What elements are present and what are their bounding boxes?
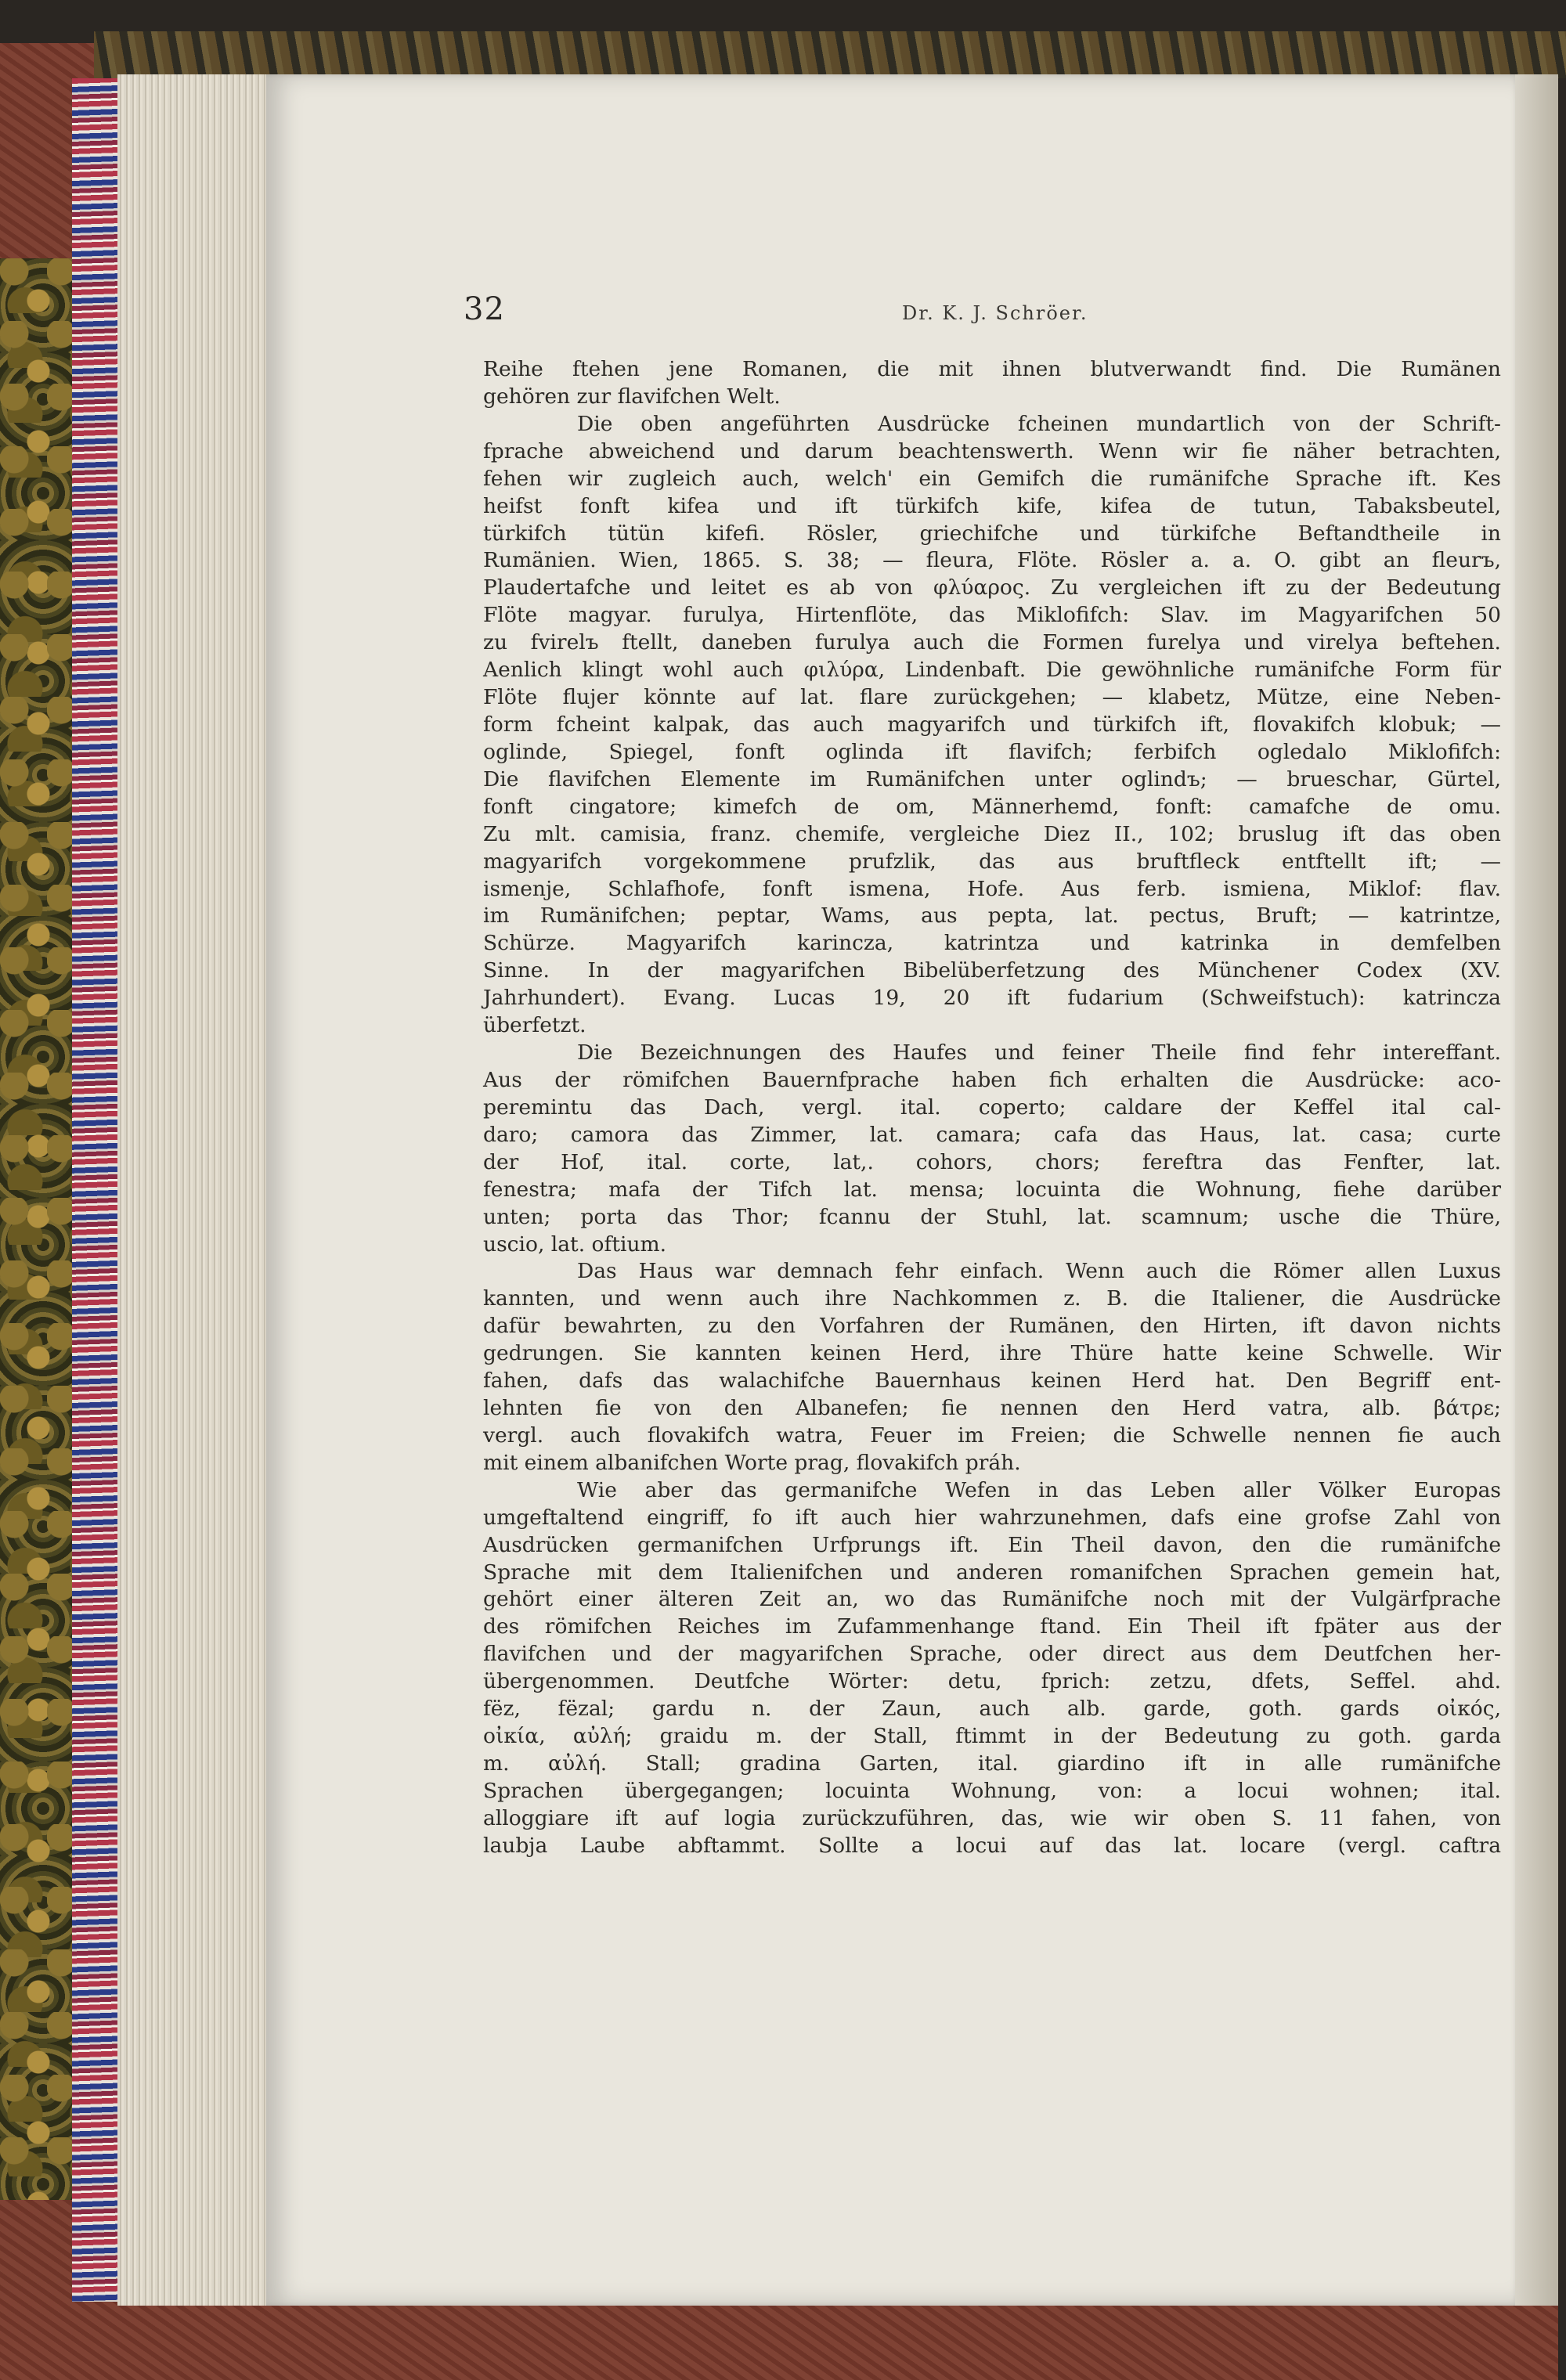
page-leaf-edges xyxy=(117,74,274,2306)
text-line: dafür bewahrten, zu den Vorfahren der Rumänen, den Hirten, ift davon nichts xyxy=(483,1314,1501,1339)
text-line: laubja Laube abftammt. Sollte a locui auf das lat. locare (vergl. caftra xyxy=(483,1833,1501,1858)
text-line: lehnten fie von den Albanefen; fie nennen den Herd vatra, alb. βάτρε; xyxy=(483,1396,1501,1421)
text-line: der Hof, ital. corte, lat,. cohors, chors; fereftra das Fenfter, lat. xyxy=(483,1149,1501,1174)
text-line: gehören zur flavifchen Welt. xyxy=(483,384,781,409)
text-line: gehört einer älteren Zeit an, wo das Rumänifche noch mit der Vulgärfprache xyxy=(483,1587,1501,1612)
text-line: Ausdrücken germanifchen Urfprungs ift. Ein Theil davon, den die rumänifche xyxy=(483,1532,1501,1557)
text-line: magyarifch vorgekommene prufzlik, das aus bruftfleck entftellt ift; — xyxy=(483,849,1501,874)
text-line: Die flavifchen Elemente im Rumänifchen unter oglindъ; — brueschar, Gürtel, xyxy=(483,766,1501,792)
text-line: heifst fonft kifea und ift türkifch kife, kifea de tutun, Tabaksbeutel, xyxy=(483,493,1501,518)
text-line: des römifchen Reiches im Zufammenhange ftand. Ein Theil ift fpäter aus der xyxy=(483,1614,1501,1639)
text-line: fonft cingatore; kimefch de om, Männerhemd, fonft: camafche de omu. xyxy=(483,794,1501,819)
text-line: Die Bezeichnungen des Haufes und feiner Theile find fehr intereffant. xyxy=(577,1040,1501,1066)
text-line: Die oben angeführten Ausdrücke fcheinen mundartlich von der Schrift- xyxy=(577,411,1501,436)
text-line: ismenje, Schlafhofe, fonft ismena, Hofe. Aus ferb. ismiena, Miklof: flav. xyxy=(483,876,1501,901)
text-line: Reihe ftehen jene Romanen, die mit ihnen blutverwandt find. Die Rumänen xyxy=(483,357,1501,381)
text-line: mit einem albanifchen Worte prag, flovakifch práh. xyxy=(483,1450,1021,1475)
running-head xyxy=(464,291,1544,330)
text-line: übergenommen. Deutfche Wörter: detu, fprich: zetzu, dfets, Seffel. ahd. xyxy=(483,1669,1501,1694)
text-line: gedrungen. Sie kannten keinen Herd, ihre Thüre hatte keine Schwelle. Wir xyxy=(483,1341,1501,1366)
book-headband xyxy=(94,31,1566,78)
text-line: fehen wir zugleich auch, welch' ein Gemifch die rumänifche Sprache ift. Kes xyxy=(483,466,1501,491)
text-line: οἰκία, αὐλή; graidu m. der Stall, ftimmt in der Bedeutung zu goth. garda xyxy=(483,1724,1501,1749)
text-line: Das Haus war demnach fehr einfach. Wenn auch die Römer allen Luxus xyxy=(577,1259,1501,1284)
text-line: überfetzt. xyxy=(483,1013,586,1038)
text-line: unten; porta das Thor; fcannu der Stuhl, lat. scamnum; usche die Thüre, xyxy=(483,1204,1501,1229)
running-head-author: Dr. K. J. Schröer. xyxy=(902,302,1088,324)
text-line: flavifchen und der magyarifchen Sprache, oder direct aus dem Deutfchen her- xyxy=(483,1642,1501,1667)
text-line: im Rumänifchen; peptar, Wams, aus pepta, lat. pectus, Bruft; — katrintze, xyxy=(483,903,1501,929)
text-line: daro; camora das Zimmer, lat. camara; cafa das Haus, lat. casa; curte xyxy=(483,1122,1501,1147)
text-line: fenestra; mafa der Tifch lat. mensa; locuinta die Wohnung, fiehe darüber xyxy=(483,1177,1501,1202)
text-line: fëz, fëzal; gardu n. der Zaun, auch alb. garde, goth. gards οἰκός, xyxy=(483,1697,1501,1722)
text-line: Wie aber das germanifche Wefen in das Leben aller Völker Europas xyxy=(577,1477,1501,1502)
text-line: vergl. auch flovakifch watra, Feuer im Freien; die Schwelle nennen fie auch xyxy=(483,1423,1501,1448)
text-line: Jahrhundert). Evang. Lucas 19, 20 ift fudarium (Schweifstuch): katrincza xyxy=(483,986,1501,1011)
text-line: zu fvirelъ ftellt, daneben furulya auch die Formen furelya und virelya beftehen. xyxy=(483,630,1501,655)
text-line: Sinne. In der magyarifchen Bibelüberfetzung des Münchener Codex (XV. xyxy=(483,958,1501,983)
text-line: fprache abweichend und darum beachtenswerth. Wenn wir fie näher betrachten, xyxy=(483,438,1501,463)
body-text xyxy=(483,356,1501,1860)
text-line: Rumänien. Wien, 1865. S. 38; — fleura, Flöte. Rösler a. a. O. gibt an fleurъ, xyxy=(483,548,1501,573)
text-line: fahen, dafs das walachifche Bauernhaus keinen Herd hat. Den Begriff ent- xyxy=(483,1368,1501,1394)
page-number: 32 xyxy=(464,291,505,327)
text-line: Sprache mit dem Italienifchen und anderen romanifchen Sprachen gemein hat, xyxy=(483,1560,1501,1585)
text-line: Sprachen übergegangen; locuinta Wohnung, von: a locui wohnen; ital. xyxy=(483,1778,1501,1803)
page-right-edge xyxy=(1515,74,1558,2306)
text-line: uscio, lat. oftium. xyxy=(483,1231,667,1257)
text-line: umgeftaltend eingriff, fo ift auch hier wahrzunehmen, dafs eine grofse Zahl von xyxy=(483,1505,1501,1530)
text-line: Flöte magyar. furulya, Hirtenflöte, das Miklofifch: Slav. im Magyarifchen 50 xyxy=(483,603,1501,628)
text-line: Flöte flujer könnte auf lat. flare zurückgehen; — klabetz, Mütze, eine Neben- xyxy=(483,685,1501,710)
text-line: Aenlich klingt wohl auch φιλύρα, Lindenbaft. Die gewöhnliche rumänifche Form für xyxy=(483,658,1501,683)
text-line: Plaudertafche und leitet es ab von φλύαρος. Zu vergleichen ift zu der Bedeutung xyxy=(483,575,1501,600)
text-line: Zu mlt. camisia, franz. chemife, vergleiche Diez II., 102; bruslug ift das oben xyxy=(483,821,1501,846)
text-line: kannten, und wenn auch ihre Nachkommen z. B. die Italiener, die Ausdrücke xyxy=(483,1286,1501,1311)
text-line: m. αὐλή. Stall; gradina Garten, ital. giardino ift in alle rumänifche xyxy=(483,1751,1501,1776)
text-line: oglinde, Spiegel, fonft oglinda ift flavifch; ferbifch ogledalo Miklofifch: xyxy=(483,739,1501,764)
marbled-page-edge xyxy=(72,78,117,2302)
text-line: alloggiare ift auf logia zurückzuführen, das, wie wir oben S. 11 fahen, von xyxy=(483,1805,1501,1830)
text-line: Schürze. Magyarifch karincza, katrintza und katrinka in demfelben xyxy=(483,931,1501,956)
text-line: Aus der römifchen Bauernfprache haben fich erhalten die Ausdrücke: aco- xyxy=(483,1067,1501,1092)
text-line: türkifch tütün kifefi. Rösler, griechifche und türkifche Beftandtheile in xyxy=(483,521,1501,546)
text-line: form fcheint kalpak, das auch magyarifch und türkifch ift, flovakifch klobuk; — xyxy=(483,712,1501,737)
text-line: peremintu das Dach, vergl. ital. coperto; caldare der Keffel ital cal- xyxy=(483,1094,1501,1120)
